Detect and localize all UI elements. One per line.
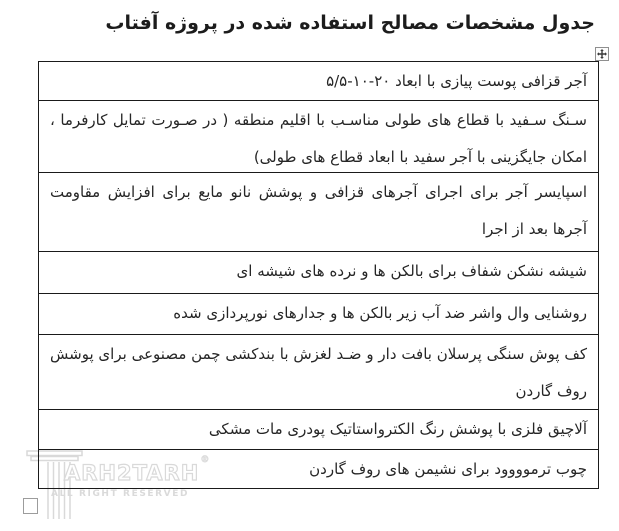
watermark-caption: ALL RIGHT RESERVED [51, 489, 190, 499]
table-cell-text[interactable]: روشنایی وال واشر ضد آب زیر بالکن ها و جدارهای نورپردازی شده [173, 304, 587, 322]
table-row [39, 294, 598, 335]
table-cell-text[interactable]: سـنگ سـفید با قطاع های طولی مناسـب با اقلیم منطقه ( در صـورت تمایل کارفرما ، امکان جایگزینی با آجر سفید با ابعاد قطاع های طولی) [50, 111, 587, 166]
table-cell-text[interactable]: اسپایسر آجر برای اجرای آجرهای قزافی و پوشش نانو مایع برای افزایش مقاومت آجرها بعد از اجرا [50, 183, 587, 238]
table-cell-text[interactable]: شیشه نشکن شفاف برای بالکن ها و نرده های شیشه ای [236, 262, 587, 280]
table-cell-text[interactable]: آجر قزافی پوست پیازی با ابعاد ۲۰-۱۰-۵/۵ [326, 72, 587, 90]
materials-table [38, 61, 599, 489]
table-row [39, 410, 598, 450]
watermark-brand-text: ARH2TARH [64, 461, 200, 485]
table-cell-text[interactable]: آلاچیق فلزی با پوشش رنگ الکترواستاتیک پودری مات مشکی [208, 420, 587, 438]
table-row [39, 335, 598, 410]
table-resize-handle[interactable] [23, 498, 38, 514]
registered-trademark-icon: ® [200, 455, 211, 465]
table-move-handle[interactable] [595, 47, 609, 61]
four-way-arrow-icon [597, 49, 607, 59]
table-row [39, 62, 598, 101]
table-cell-text[interactable]: چوب ترموووود برای نشیمن های روف گاردن [309, 460, 587, 478]
table-row [39, 252, 598, 294]
table-cell-text[interactable]: کف پوش سنگی پرسلان بافت دار و ضـد لغزش با بندکشی چمن مصنوعی برای پوشش روف گاردن [50, 345, 587, 400]
table-row [39, 173, 598, 252]
table-row [39, 450, 598, 488]
page-title: جدول مشخصات مصالح استفاده شده در پروژه آفتاب [105, 12, 595, 34]
table-row [39, 101, 598, 173]
